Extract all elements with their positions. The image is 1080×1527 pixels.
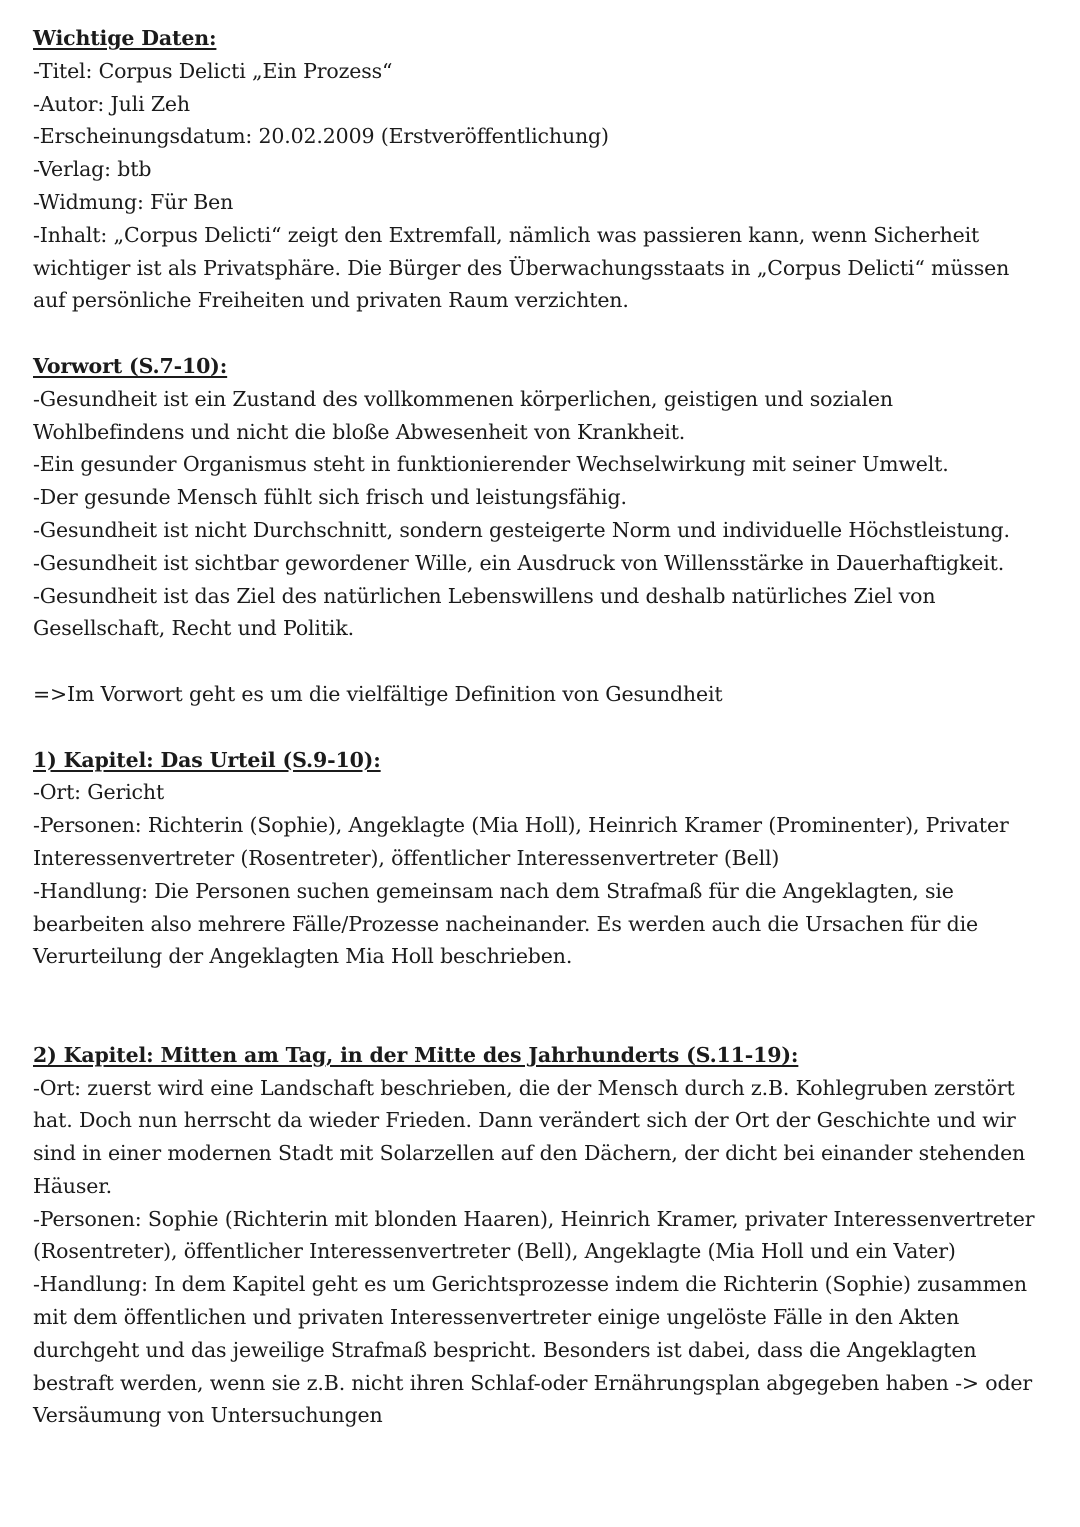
data-line-erscheinungsdatum: -Erscheinungsdatum: 20.02.2009 (Erstveröffentlichung) bbox=[33, 124, 609, 149]
data-line-autor: -Autor: Juli Zeh bbox=[33, 91, 190, 116]
kapitel1-personen: -Personen: Richterin (Sophie), Angeklagte (Mia Holl), Heinrich Kramer (Prominenter), Privater Interessenvertreter (Rosentreter), öffentlicher Interessenvertreter (Bell) bbox=[33, 813, 1009, 870]
vorwort-line: -Gesundheit ist ein Zustand des vollkommenen körperlichen, geistigen und sozialen Wohlbefindens und nicht die bloße Abwesenheit von Krankheit. bbox=[33, 386, 893, 444]
section-heading: 1) Kapitel: Das Urteil (S.9-10): bbox=[33, 747, 381, 772]
section-wichtige-daten bbox=[33, 22, 1048, 317]
spacer bbox=[33, 317, 1048, 350]
vorwort-line: -Gesundheit ist sichtbar gewordener Wille, ein Ausdruck von Willensstärke in Dauerhaftigkeit. bbox=[33, 550, 1005, 575]
vorwort-summary: =>Im Vorwort geht es um die vielfältige Definition von Gesundheit bbox=[33, 681, 723, 706]
vorwort-line: -Der gesunde Mensch fühlt sich frisch und leistungsfähig. bbox=[33, 485, 627, 510]
vorwort-line: -Ein gesunder Organismus steht in funktionierender Wechselwirkung mit seiner Umwelt. bbox=[33, 452, 949, 477]
data-line-widmung: -Widmung: Für Ben bbox=[33, 189, 234, 214]
section-heading: Wichtige Daten: bbox=[33, 26, 217, 50]
section-heading: Vorwort (S.7-10): bbox=[33, 353, 228, 378]
spacer bbox=[33, 711, 1048, 744]
data-line-inhalt: -Inhalt: „Corpus Delicti“ zeigt den Extremfall, nämlich was passieren kann, wenn Sicherheit wichtiger ist als Privatsphäre. Die Bürger des Überwachungsstaats in „Corpus Delicti“ müssen auf persönliche Freiheiten und privaten Raum verzichten. bbox=[33, 222, 1010, 313]
data-line-verlag: -Verlag: btb bbox=[33, 157, 152, 182]
document-page bbox=[33, 22, 1048, 1432]
vorwort-line: -Gesundheit ist nicht Durchschnitt, sondern gesteigerte Norm und individuelle Höchstleistung. bbox=[33, 517, 1010, 542]
section-kapitel-1 bbox=[33, 744, 1048, 974]
kapitel2-handlung: -Handlung: In dem Kapitel geht es um Gerichtsprozesse indem die Richterin (Sophie) zusammen mit dem öffentlichen und privaten Interessenvertreter einige ungelöste Fälle in den Akten durchgeht und das jeweilige Strafmaß bespricht. Besonders ist dabei, dass die Angeklagten bestraft werden, wenn sie z.B. nicht ihren Schlaf-oder Ernährungsplan abgegeben haben -> oder Versäumung von Untersuchungen bbox=[33, 1272, 1033, 1428]
section-heading: 2) Kapitel: Mitten am Tag, in der Mitte des Jahrhunderts (S.11-19): bbox=[33, 1042, 799, 1067]
kapitel1-handlung: -Handlung: Die Personen suchen gemeinsam nach dem Strafmaß für die Angeklagten, sie bearbeiten also mehrere Fälle/Prozesse nacheinander. Es werden auch die Ursachen für die Verurteilung der Angeklagten Mia Holl beschrieben. bbox=[33, 878, 978, 969]
kapitel2-ort: -Ort: zuerst wird eine Landschaft beschrieben, die der Mensch durch z.B. Kohlegruben zerstört hat. Doch nun herrscht da wieder Frieden. Dann verändert sich der Ort der Geschichte und wir sind in einer modernen Stadt mit Solarzellen auf den Dächern, der dicht bei einander stehenden Häuser. bbox=[33, 1075, 1026, 1198]
kapitel1-ort: -Ort: Gericht bbox=[33, 780, 165, 805]
vorwort-line: -Gesundheit ist das Ziel des natürlichen Lebenswillens und deshalb natürliches Ziel von Gesellschaft, Recht und Politik. bbox=[33, 583, 936, 641]
spacer bbox=[33, 645, 1048, 678]
spacer bbox=[33, 973, 1048, 1039]
section-kapitel-2 bbox=[33, 1039, 1048, 1433]
section-vorwort bbox=[33, 350, 1048, 711]
data-line-titel: -Titel: Corpus Delicti „Ein Prozess“ bbox=[33, 58, 393, 83]
kapitel2-personen: -Personen: Sophie (Richterin mit blonden Haaren), Heinrich Kramer, privater Interessenvertreter (Rosentreter), öffentlicher Interessenvertreter (Bell), Angeklagte (Mia Holl und ein Vater) bbox=[33, 1206, 1035, 1264]
